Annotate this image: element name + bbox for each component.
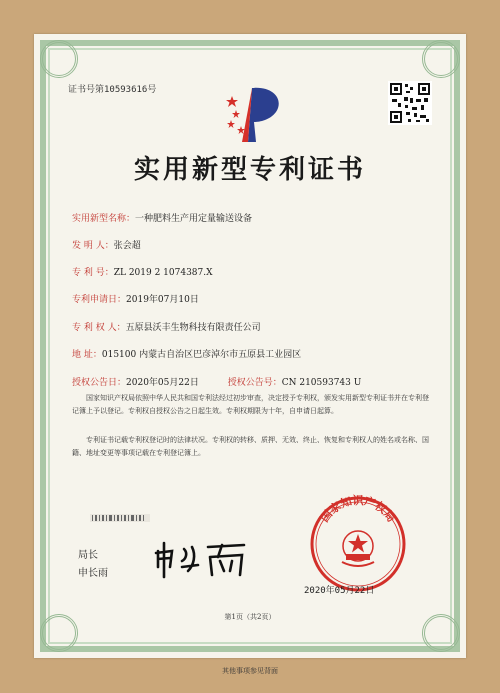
seal-text: 国家知识产权局 bbox=[318, 494, 398, 525]
field-address bbox=[72, 347, 301, 360]
field-application-date bbox=[72, 292, 199, 305]
field-value: 2019年07月10日 bbox=[126, 295, 199, 305]
field-label: 实用新型名称： bbox=[72, 214, 136, 224]
director-title: 局长 bbox=[78, 550, 98, 561]
field-patentee bbox=[72, 320, 261, 333]
grant-statement: 国家知识产权局依照中华人民共和国专利法经过初步审查，决定授予专利权，颁发实用新型专利证书并在专利登记簿上予以登记。专利权自授权公告之日起生效。专利权期限为十年，自申请日起算。 bbox=[72, 394, 429, 415]
patent-office-logo-icon bbox=[222, 82, 290, 146]
director-name: 申长雨 bbox=[78, 568, 108, 579]
field-label: 授权公告号： bbox=[227, 378, 282, 388]
certificate-title: 实用新型专利证书 bbox=[133, 155, 366, 185]
corner-ornament-icon bbox=[40, 40, 78, 78]
field-label: 专 利 权 人： bbox=[72, 323, 126, 333]
legal-status-statement: 专利证书记载专利权登记时的法律状况。专利权的转移、质押、无效、终止、恢复和专利权人的姓名或名称、国籍、地址变更等事项记载在专利登记簿上。 bbox=[72, 436, 429, 457]
certificate-paper bbox=[34, 34, 466, 658]
field-value: 015100 内蒙古自治区巴彦淖尔市五原县工业园区 bbox=[101, 350, 302, 360]
field-label: 授权公告日： bbox=[72, 378, 127, 388]
field-utility-model-name bbox=[72, 211, 252, 224]
field-patent-number bbox=[72, 265, 213, 278]
qr-code-icon bbox=[388, 81, 432, 125]
page-number: 第1页（共2页） bbox=[224, 613, 276, 621]
field-value: 五原县沃丰生物科技有限责任公司 bbox=[125, 323, 261, 333]
field-value: 张会超 bbox=[113, 241, 141, 251]
seal-date: 2020年05月22日 bbox=[304, 586, 375, 596]
barcode-icon bbox=[90, 514, 150, 522]
field-inventor bbox=[72, 238, 141, 251]
certificate-number: 证书号第10593616号 bbox=[68, 85, 157, 95]
field-value: ZL 2019 2 1074387.X bbox=[113, 268, 213, 278]
field-value: 一种肥料生产用定量输送设备 bbox=[135, 214, 253, 224]
footer-note: 其他事项参见背面 bbox=[222, 667, 278, 675]
field-grant-date bbox=[72, 375, 361, 388]
corner-ornament-icon bbox=[422, 40, 460, 78]
field-value: 2020年05月22日 bbox=[126, 378, 199, 388]
director-signature-icon bbox=[152, 537, 252, 581]
field-label: 发 明 人： bbox=[72, 241, 114, 251]
field-label: 地 址： bbox=[72, 350, 102, 360]
field-value: CN 210593743 U bbox=[281, 378, 362, 388]
field-label: 专 利 号： bbox=[72, 268, 114, 278]
official-seal-icon bbox=[308, 494, 408, 594]
field-label: 专利申请日： bbox=[72, 295, 127, 305]
